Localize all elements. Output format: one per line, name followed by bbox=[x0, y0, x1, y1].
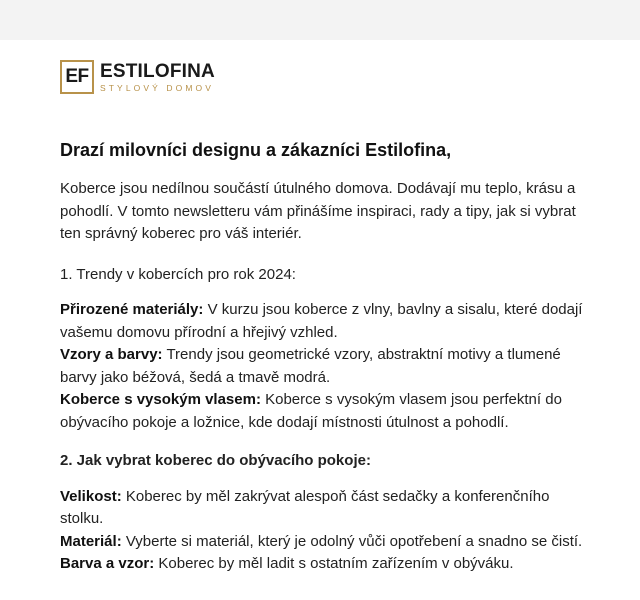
tips-list bbox=[60, 486, 590, 576]
newsletter-body bbox=[60, 60, 590, 576]
intro-paragraph: Koberce jsou nedílnou součástí útulného domova. Dodávají mu teplo, krásu a pohodlí. V tomto newsletteru vám přinášíme inspiraci, rady a tipy, jak si vybrat ten správný koberec pro váš interiér. bbox=[60, 180, 576, 242]
item-term: Barva a vzor: bbox=[60, 555, 155, 572]
item-term: Koberce s vysokým vlasem: bbox=[60, 391, 261, 408]
item-text: Vyberte si materiál, který je odolný vůči opotřebení a snadno se čistí. bbox=[121, 532, 583, 550]
list-item bbox=[60, 344, 590, 389]
brand-logo[interactable] bbox=[60, 60, 590, 94]
trends-list bbox=[60, 299, 590, 434]
item-term: Přirozené materiály: bbox=[60, 301, 204, 318]
item-text: Koberec by měl ladit s ostatním zařízením v obýváku. bbox=[154, 555, 514, 572]
item-text: Trendy jsou geometrické vzory, abstraktní motivy a tlumené barvy jako béžová, šedá a tmavě modrá. bbox=[60, 346, 561, 386]
brand-tagline: STYLOVÝ DOMOV bbox=[100, 82, 214, 93]
greeting-heading: Drazí milovníci designu a zákazníci Estilofina, bbox=[60, 140, 452, 160]
list-item bbox=[60, 389, 590, 434]
section-title-trends: 1. Trendy v kobercích pro rok 2024: bbox=[60, 265, 296, 283]
list-item bbox=[60, 299, 590, 344]
item-term: Materiál: bbox=[60, 532, 122, 550]
list-item bbox=[60, 553, 590, 576]
item-term: Vzory a barvy: bbox=[60, 346, 163, 363]
item-text: Koberec by měl zakrývat alespoň část sedačky a konferenčního stolku. bbox=[60, 487, 550, 527]
header-band bbox=[0, 0, 640, 40]
logo-wordmark bbox=[100, 62, 215, 93]
list-item bbox=[60, 531, 590, 554]
list-item bbox=[60, 486, 590, 531]
item-term: Velikost: bbox=[60, 487, 122, 505]
item-text: V kurzu jsou koberce z vlny, bavlny a sisalu, které dodají vašemu domovu přírodní a hřejivý vzhled. bbox=[60, 301, 583, 341]
logo-monogram: EF bbox=[60, 60, 94, 94]
item-text: Koberce s vysokým vlasem jsou perfektní do obývacího pokoje a ložnice, kde dodají místnosti útulnost a pohodlí. bbox=[60, 391, 562, 431]
brand-name: ESTILOFINA bbox=[100, 60, 215, 82]
section-title-living-room: 2. Jak vybrat koberec do obývacího pokoje: bbox=[60, 452, 371, 469]
